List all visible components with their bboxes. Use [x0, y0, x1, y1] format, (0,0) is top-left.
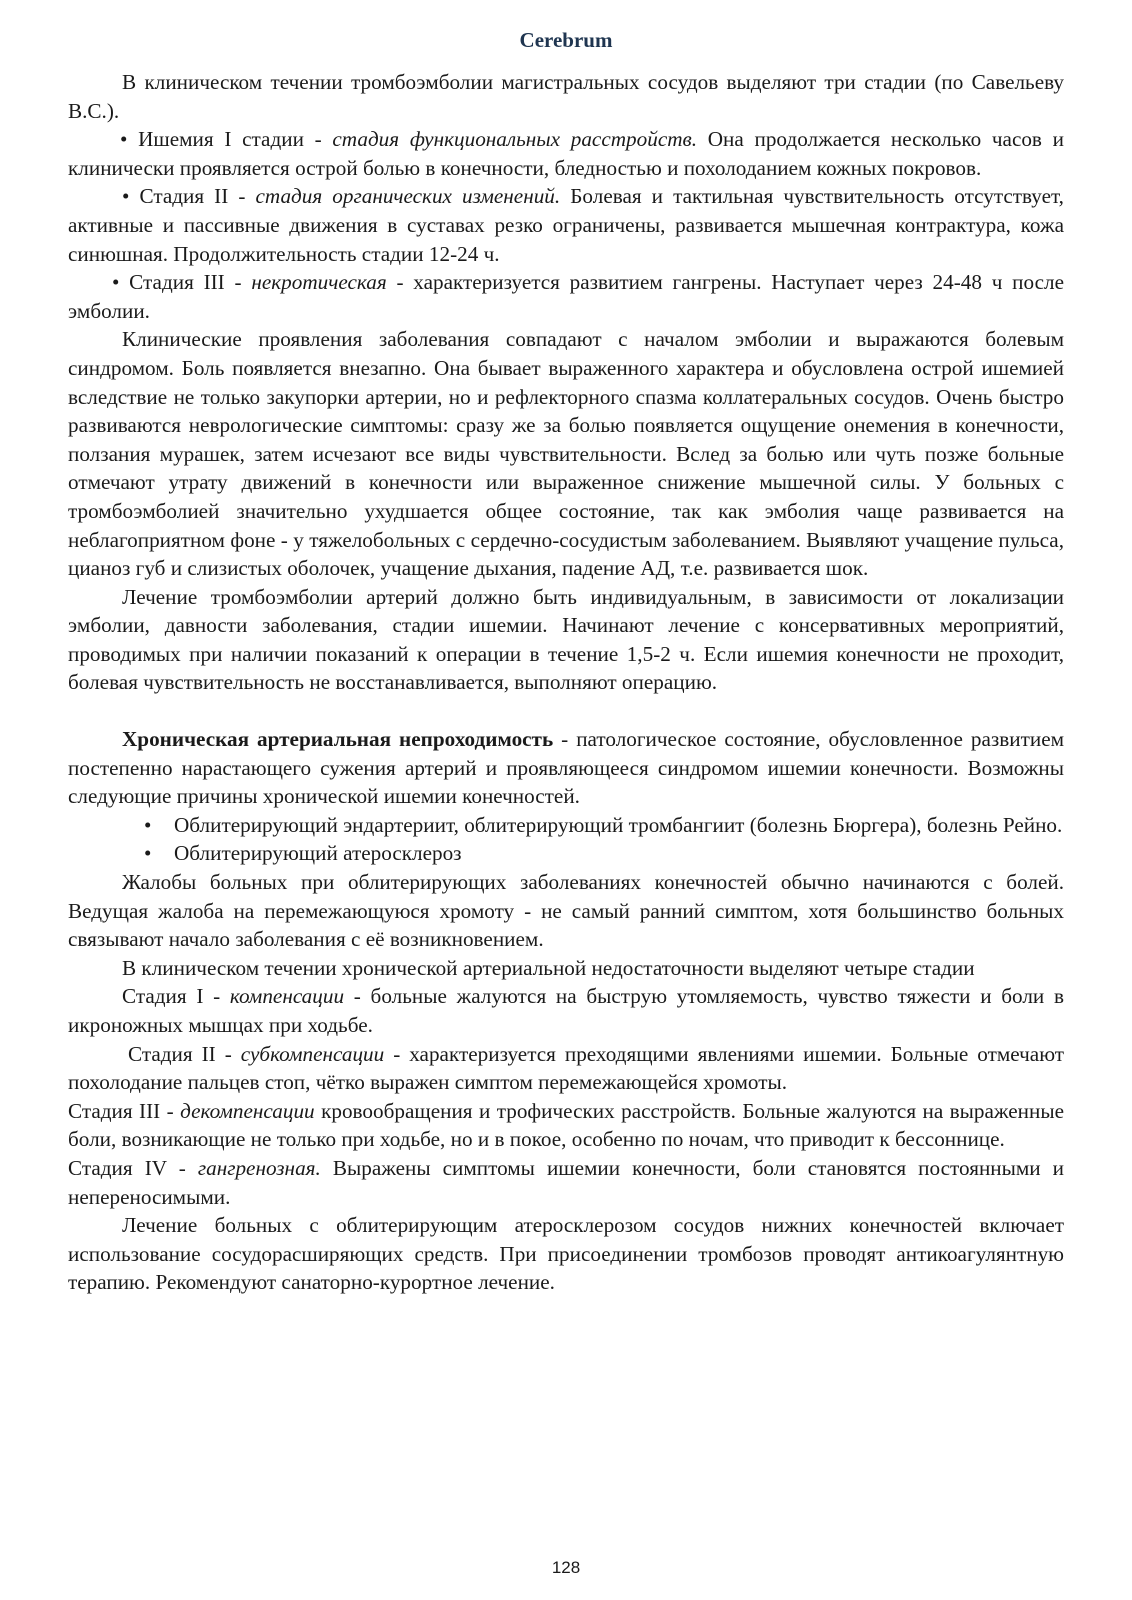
complaints-paragraph: Жалобы больных при облитерирующих заболеваниях конечностей обычно начинаются с болей. Ведущая жалоба на перемежающуюся хромоту - не самый ранний симптом, хотя большинство больных связывают начало заболевания с её возникновением. [68, 870, 1064, 952]
bullet-icon: • [144, 841, 152, 866]
list-item: • Облитерирующий эндартериит, облитерирующий тромбангиит (болезнь Бюргера), болезнь Рейно. [68, 811, 1064, 840]
chronic-stage-4: Стадия IV - гангренозная. Выражены симптомы ишемии конечности, боли становятся постоянными и непереносимыми. [68, 1155, 1064, 1209]
stage-1-term: стадия функциональных расстройств. [332, 127, 698, 152]
bullet-icon: • [144, 812, 152, 837]
chronic-stage-2: Стадия II - субкомпенсации - характеризуется преходящими явлениями ишемии. Больные отмечают похолодание пальцев стоп, чётко выражен симптом перемежающейся хромоты. [68, 1041, 1064, 1095]
intro-paragraph: В клиническом течении тромбоэмболии магистральных сосудов выделяют три стадии (по Савельеву В.С.). [68, 70, 1064, 123]
page-number: 128 [551, 1558, 581, 1577]
final-treatment-paragraph: Лечение больных с облитерирующим атеросклерозом сосудов нижних конечностей включает использование сосудорасширяющих средств. При присоединении тромбозов проводят антикоагулянтную терапию. Рекомендуют санаторно-курортное лечение. [68, 1213, 1064, 1295]
treatment-paragraph: Лечение тромбоэмболии артерий должно быть индивидуальным, в зависимости от локализации эмболии, давности заболевания, стадии ишемии. Начинают лечение с консервативных мероприятий, проводимых при наличии показаний к операции в течение 1,5-2 ч. Если ишемия конечности не проходит, болевая чувствительность не восстанавливается, выполняют операцию. [68, 584, 1064, 695]
section-gap [68, 697, 1064, 725]
chronic-stage-4-term: гангренозная. [197, 1155, 321, 1180]
page-body [68, 68, 1064, 1297]
stage-3-term: некротическая [251, 270, 387, 295]
list-item: • Облитерирующий атеросклероз [68, 839, 1064, 868]
clinical-manifestations-paragraph: Клинические проявления заболевания совпадают с началом эмболии и выражаются болевым синдромом. Боль появляется внезапно. Она бывает выраженного характера и обусловлена острой ишемией вследствие не только закупорки артерии, но и рефлекторного спазма коллатеральных сосудов. Очень быстро развиваются неврологические симптомы: сразу же за болью появляется ощущение онемения в конечности, ползания мурашек, затем исчезают все виды чувствительности. Вслед за болью или чуть позже больные отмечают утрату движений в конечности или выраженное снижение мышечной силы. У больных с тромбоэмболией значительно ухудшается общее состояние, так как эмболия чаще развивается на неблагоприятном фоне - у тяжелобольных с сердечно-сосудистым заболеванием. Выявляют учащение пульса, цианоз губ и слизистых оболочек, учащение дыхания, падение АД, т.е. развивается шок. [68, 327, 1064, 581]
acute-stage-3: • Стадия III - некротическая - характеризуется развитием гангрены. Наступает через 24-48 ч после эмболии. [68, 270, 1064, 323]
chronic-stage-1: Стадия I - компенсации - больные жалуются на быструю утомляемость, чувство тяжести и боли в икроножных мышцах при ходьбе. [68, 984, 1064, 1037]
chronic-stage-1-term: компенсации [229, 984, 345, 1009]
chronic-stage-2-term: субкомпенсации [240, 1041, 385, 1066]
chronic-definition-paragraph: Хроническая артериальная непроходимость - патологическое состояние, обусловленное развитием постепенно нарастающего сужения артерий и проявляющееся синдромом ишемии конечности. Возможны следующие причины хронической ишемии конечностей. [68, 727, 1065, 809]
stage-2-term: стадия органических изменений. [255, 184, 561, 209]
chronic-stage-3: Стадия III - декомпенсации кровообращения и трофических расстройств. Больные жалуются на выраженные боли, возникающие не только при ходьбе, но и в покое, особенно по ночам, что приводит к бессоннице. [68, 1098, 1064, 1152]
acute-stage-2: • Стадия II - стадия органических изменений. Болевая и тактильная чувствительность отсутствует, активные и пассивные движения в суставах резко ограничены, развивается мышечная контрактура, кожа синюшная. Продолжительность стадии 12-24 ч. [68, 184, 1064, 266]
running-header: Cerebrum [519, 28, 613, 52]
acute-stage-1: • Ишемия I стадии - стадия функциональных расстройств. Она продолжается несколько часов и клинически проявляется острой болью в конечности, бледностью и похолоданием кожных покровов. [68, 127, 1064, 180]
chronic-term: Хроническая артериальная непроходимость [122, 727, 554, 752]
four-stages-paragraph: В клиническом течении хронической артериальной недостаточности выделяют четыре стадии [122, 955, 975, 980]
causes-list [68, 811, 1064, 868]
chronic-stage-3-term: декомпенсации [180, 1098, 315, 1123]
